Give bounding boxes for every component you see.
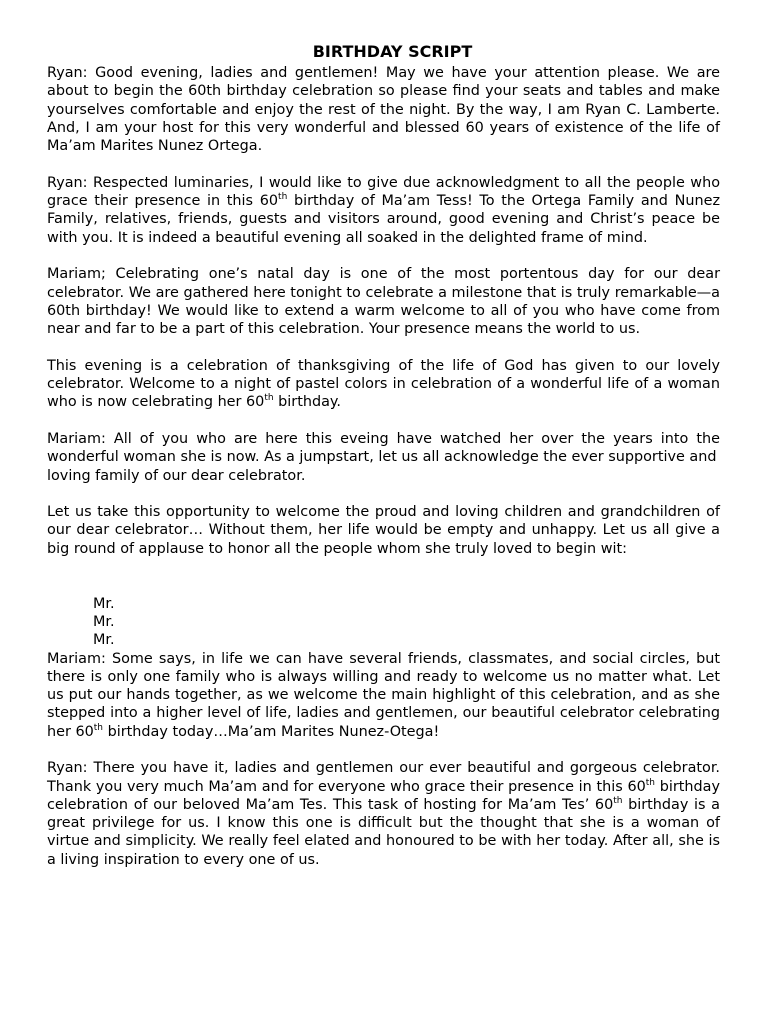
paragraph-ryan-acknowledgment bbox=[47, 174, 720, 247]
text-segment: birthday of Ma’am Tess! To the Ortega Family and Nunez Family, relatives, friends, guests and visitors around, good evening and Christ’s peace be with you. It is indeed a beautiful evening all soaked in the delighted frame of mind. bbox=[47, 193, 720, 246]
paragraph-ryan-opening: Ryan: Good evening, ladies and gentlemen! May we have your attention please. We are about to begin the 60th birthday celebration so please find your seats and tables and make yourselves comfortable and enjoy the rest of the night. By the way, I am Ryan C. Lamberte. And, I am your host for this very wonderful and blessed 60 years of existence of the life of Ma’am Marites Nunez Ortega. bbox=[47, 65, 720, 155]
text-segment: birthday celebration of our beloved Ma’am Tes. This task of hosting for Ma’am Tes’ 60 bbox=[47, 778, 721, 813]
document-page bbox=[47, 42, 720, 869]
text-segment: This evening is a celebration of thanksgiving of the life of God has given to our lovely celebrator. Welcome to a night of pastel colors in celebration of a wonderful life of a woman who is now celebrating her 60 bbox=[47, 357, 720, 411]
text-segment: birthday today…Ma’am Marites Nunez-Otega! bbox=[103, 723, 440, 740]
list-item: Mr. bbox=[93, 613, 115, 630]
text-segment: birthday is a great privilege for us. I know this one is difficult but the thought that she is a woman of virtue and simplicity. We really feel elated and honoured to be with her today. After all, she is a living inspiration to every one of us. bbox=[47, 796, 720, 868]
ordinal-suffix: th bbox=[93, 722, 104, 733]
name-list bbox=[47, 595, 720, 650]
ordinal-suffix: th bbox=[278, 192, 288, 203]
text-segment: birthday. bbox=[273, 394, 341, 411]
text-segment: Mariam: All of you who are here this eveing have watched her over the years into the wonderful woman she is now. As a jumpstart, let us all acknowledge the ever supportive and bbox=[47, 430, 720, 466]
paragraph-mariam-highlight bbox=[47, 650, 720, 741]
ordinal-suffix: th bbox=[264, 393, 274, 404]
text-segment: Ryan: Respected luminaries, I would like to give due acknowledgment to all the people who grace their presence in this 60 bbox=[47, 174, 720, 210]
paragraph-ryan-closing bbox=[47, 759, 720, 869]
spacer bbox=[47, 576, 720, 594]
text-segment: loving family of our dear celebrator. bbox=[47, 467, 306, 484]
ordinal-suffix: th bbox=[613, 796, 623, 807]
list-item: Mr. bbox=[93, 632, 115, 649]
text-segment: Ryan: There you have it, ladies and gentlemen our ever beautiful and gorgeous celebrator. Thank you very much Ma’am and for everyone who grace their presence in this 60 bbox=[47, 760, 720, 795]
text-segment: Mariam: Some says, in life we can have several friends, classmates, and social circles, but there is only one family who is always willing and ready to welcome us no matter what. Let us put our hands together, as we welcome the main highlight of this celebration, and as she stepped into a higher level of life, ladies and gentlemen, our beautiful celebrator celebrating her 60 bbox=[47, 650, 720, 740]
paragraph-thanksgiving bbox=[47, 357, 720, 412]
document-title: BIRTHDAY SCRIPT bbox=[312, 42, 473, 61]
paragraph-mariam-welcome: Mariam; Celebrating one’s natal day is one of the most portentous day for our dear celebrator. We are gathered here tonight to celebrate a milestone that is truly remarkable—a 60th birthday! We would like to extend a warm welcome to all of you who have come from near and far to be a part of this celebration. Your presence means the world to us. bbox=[47, 266, 720, 338]
list-item: Mr. bbox=[93, 595, 115, 612]
paragraph-mariam-family bbox=[47, 430, 720, 485]
paragraph-children-welcome: Let us take this opportunity to welcome the proud and loving children and grandchildren of our dear celebrator… Without them, her life would be empty and unhappy. Let us all give a big round of applause to honor all the people whom she truly loved to begin wit: bbox=[47, 504, 720, 557]
ordinal-suffix: th bbox=[645, 777, 656, 788]
